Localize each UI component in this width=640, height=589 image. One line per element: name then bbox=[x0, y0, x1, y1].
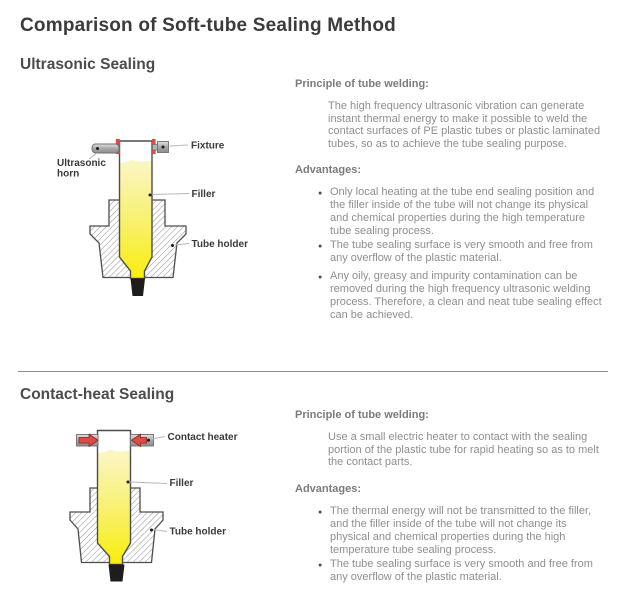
heater-pointer-dot bbox=[147, 439, 150, 442]
contact-heat-text-column bbox=[295, 409, 607, 585]
principle-heading: Principle of tube welding: bbox=[295, 78, 429, 90]
holder-pointer-dot bbox=[150, 529, 153, 532]
filler-leader-line bbox=[130, 482, 167, 484]
holder-leader-line bbox=[154, 530, 168, 532]
principle-heading: Principle of tube welding: bbox=[295, 409, 429, 421]
tube-holder-label: Tube holder bbox=[169, 526, 226, 538]
filler-fluid bbox=[120, 160, 152, 278]
seal-tip bbox=[131, 279, 146, 297]
advantage-item: ● The thermal energy will not be transmitted to the filler, and the filler inside of the tube will not change its physical and chemical properties during the high temperature tube sealing process. bbox=[330, 505, 607, 557]
filler-pointer-dot bbox=[149, 194, 152, 197]
advantages-heading: Advantages: bbox=[295, 164, 362, 176]
principle-text: The high frequency ultrasonic vibration can generate instant thermal energy to make it possible to weld the contact surfaces of PE plastic tubes or plastic laminated tubes, so as to achieve the tube sealing purpose. bbox=[328, 100, 601, 150]
filler-fluid bbox=[98, 450, 130, 564]
tube-holder-label: Tube holder bbox=[191, 239, 248, 250]
advantages-list bbox=[295, 505, 607, 584]
fixture-pointer-dot bbox=[162, 146, 165, 149]
contact-heater-label: Contact heater bbox=[167, 432, 238, 443]
holder-pointer-dot bbox=[171, 244, 174, 247]
ultrasonic-text-column bbox=[295, 78, 607, 323]
advantages-heading: Advantages: bbox=[295, 482, 362, 495]
section-heading-contact-heat: Contact-heat Sealing bbox=[20, 386, 175, 403]
advantage-item: ● The tube sealing surface is very smooth and free from any overflow of the plastic material. bbox=[330, 558, 607, 584]
page-title: Comparison of Soft-tube Sealing Method bbox=[20, 15, 396, 36]
section-heading-ultrasonic: Ultrasonic Sealing bbox=[20, 56, 156, 73]
advantage-item: ● The tube sealing surface is very smooth and free from any overflow of the plastic material. bbox=[330, 239, 607, 265]
filler-pointer-dot bbox=[127, 481, 130, 484]
filler-label: Filler bbox=[191, 189, 216, 200]
horn-pointer-dot bbox=[96, 147, 99, 150]
section-divider bbox=[18, 371, 608, 372]
filler-label: Filler bbox=[169, 478, 194, 489]
fixture-leader-line bbox=[170, 145, 189, 146]
advantage-item: ● Any oily, greasy and impurity contamination can be removed during the high frequency ultrasonic welding process. Therefore, a clean and neat tube sealing effect can be achieved. bbox=[330, 270, 607, 322]
fixture-label: Fixture bbox=[191, 140, 225, 152]
advantages-list bbox=[295, 186, 607, 322]
advantage-item: ● Only local heating at the tube end sealing position and the filler inside of the tube will not change its physical and chemical properties during the high temperature tube sealing process. bbox=[330, 186, 607, 238]
filler-leader-line bbox=[152, 194, 189, 195]
ultrasonic-horn-label-line1: Ultrasonic bbox=[57, 158, 106, 169]
contact-heat-sealing-diagram bbox=[40, 425, 290, 589]
principle-text: Use a small electric heater to contact with the sealing portion of the plastic tube for rapid heating so as to melt the contact parts. bbox=[328, 431, 599, 468]
ultrasonic-horn-label-line2: horn bbox=[57, 168, 80, 180]
seal-tip bbox=[109, 565, 125, 582]
ultrasonic-sealing-diagram bbox=[40, 128, 290, 302]
